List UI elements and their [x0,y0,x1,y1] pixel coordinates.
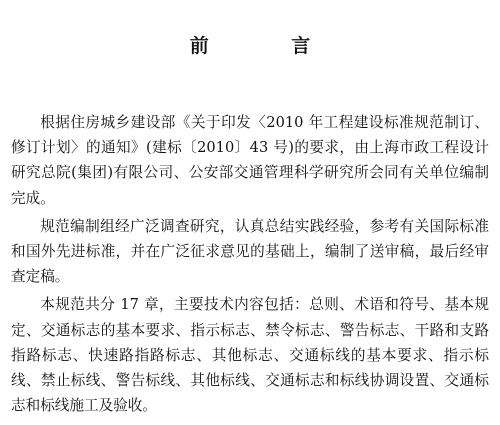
page-title: 前 言 [189,35,349,57]
paragraph-2: 规范编制组经广泛调查研究，认真总结实践经验，参考有关国际标准和国外先进标准，并在广泛征求意见的基础上，编制了送审稿，最后经审查定稿。 [11,217,489,286]
paragraph-1: 根据住房城乡建设部《关于印发〈2010 年工程建设标准规范制订、修订计划〉的通知》(建标〔2010〕43 号)的要求，由上海市政工程设计研究总院(集团)有限公司、公安部交通管理科学研究所会同有关单位编制完成。 [11,114,489,207]
document-body [11,110,489,421]
paragraph-3: 本规范共分 17 章，主要技术内容包括：总则、术语和符号、基本规定、交通标志的基本要求、指示标志、禁令标志、警告标志、干路和支路指路标志、快速路指路标志、其他标志、交通标线的基本要求、指示标线、禁止标线、警告标线、其他标线、交通标志和标线协调设置、交通标志和标线施工及验收。 [11,296,489,415]
